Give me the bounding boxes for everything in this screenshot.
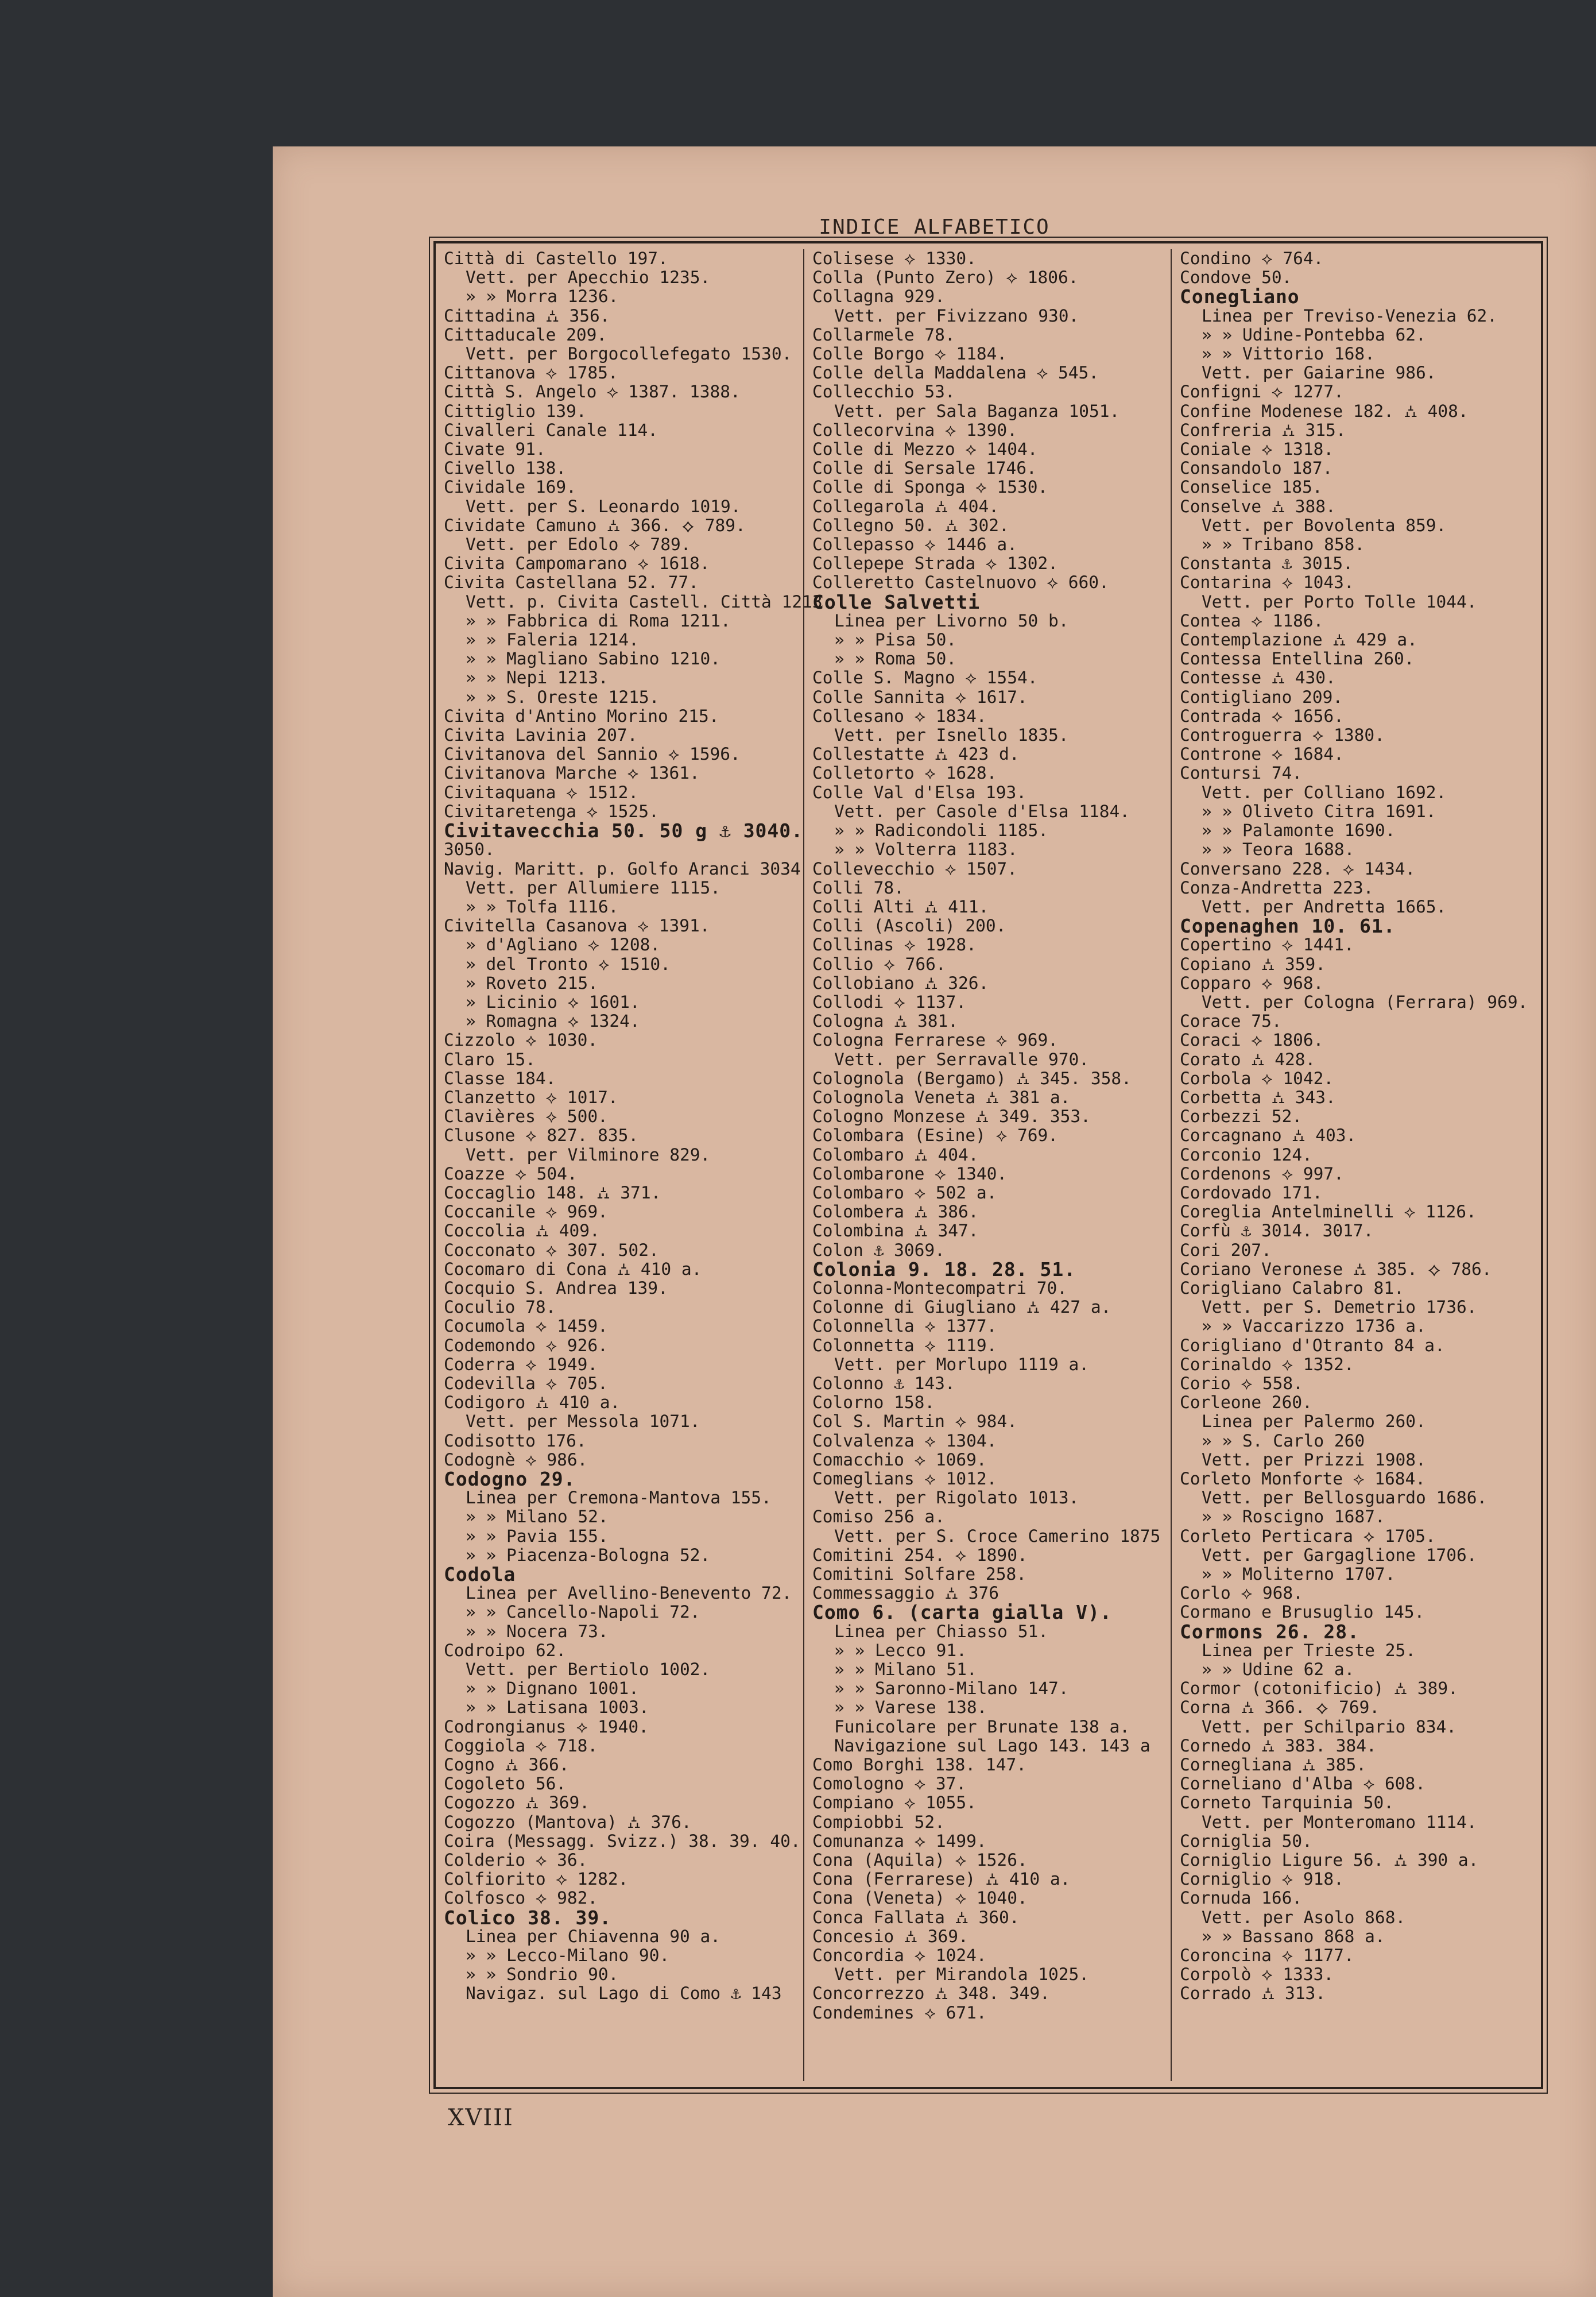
page-number: XVIII <box>448 2105 514 2131</box>
index-entry: Civitanova Marche ⟡ 1361. <box>444 763 700 783</box>
index-entry: Civita Castellana 52. 77. <box>444 573 699 593</box>
index-entry: Linea per Cremona-Mantova 155. <box>466 1488 772 1508</box>
index-entry: Corniglio ⟡ 918. <box>1180 1869 1344 1889</box>
index-entry: Coniale ⟡ 1318. <box>1180 439 1334 459</box>
index-entry: » » Nepi 1213. <box>466 668 609 688</box>
index-entry: Vett. per Monteromano 1114. <box>1202 1812 1477 1832</box>
index-entry: Civalleri Canale 114. <box>444 420 658 440</box>
index-entry: Colli 78. <box>812 877 904 898</box>
index-heading: Copenaghen 10. 61. <box>1180 915 1396 938</box>
index-entry: Colli (Ascoli) 200. <box>812 916 1006 936</box>
index-entry: » » Volterra 1183. <box>834 840 1018 860</box>
index-entry: Corneliano d'Alba ⟡ 608. <box>1180 1774 1425 1794</box>
index-entry: Civita Campomarano ⟡ 1618. <box>444 554 710 574</box>
index-entry: Colonne di Giugliano ⛼ 427 a. <box>812 1297 1111 1317</box>
index-entry: Condemines ⟡ 671. <box>812 2002 987 2023</box>
index-entry: Colombina ⛼ 347. <box>812 1221 979 1241</box>
index-entry: » Roveto 215. <box>466 973 598 993</box>
index-entry: » » Tribano 858. <box>1202 535 1365 555</box>
index-entry: Comunanza ⟡ 1499. <box>812 1831 987 1851</box>
index-entry: Cittiglio 139. <box>444 401 587 421</box>
index-entry: Vett. per Colliano 1692. <box>1202 782 1447 802</box>
index-entry: Colon ⚓ 3069. <box>812 1240 945 1260</box>
index-entry: Contessa Entellina 260. <box>1180 649 1415 669</box>
index-entry: Colla (Punto Zero) ⟡ 1806. <box>812 268 1079 288</box>
index-entry: Cona (Ferrarese) ⛼ 410 a. <box>812 1869 1071 1889</box>
index-entry: Collesano ⟡ 1834. <box>812 706 987 726</box>
index-entry: Coccanile ⟡ 969. <box>444 1202 608 1222</box>
index-entry: Collio ⟡ 766. <box>812 954 946 974</box>
index-entry: Corneto Tarquinia 50. <box>1180 1793 1394 1813</box>
index-entry: Comacchio ⟡ 1069. <box>812 1449 987 1470</box>
index-entry: » » Milano 52. <box>466 1507 609 1527</box>
index-entry: Vett. per Mirandola 1025. <box>834 1965 1090 1985</box>
index-entry: Corna ⛼ 366. ⟡ 769. <box>1180 1697 1380 1718</box>
index-entry: Vett. per Asolo 868. <box>1202 1907 1406 1927</box>
index-entry: Colle S. Magno ⟡ 1554. <box>812 668 1038 688</box>
index-entry: Colognola (Bergamo) ⛼ 345. 358. <box>812 1068 1132 1088</box>
index-entry: Clavières ⟡ 500. <box>444 1107 608 1127</box>
index-entry: » » Dignano 1001. <box>466 1679 639 1699</box>
index-entry: Codevilla ⟡ 705. <box>444 1373 608 1393</box>
index-entry: Colonno ⚓ 143. <box>812 1373 955 1393</box>
index-entry: Civita Lavinia 207. <box>444 725 638 745</box>
index-entry: Concesio ⛼ 369. <box>812 1926 969 1946</box>
index-entry: Cocomaro di Cona ⛼ 410 a. <box>444 1259 702 1279</box>
index-entry: Vett. p. Civita Castell. Città 1213. <box>466 591 833 612</box>
index-entry: Constanta ⚓ 3015. <box>1180 554 1353 574</box>
index-entry: » » Saronno-Milano 147. <box>834 1679 1069 1699</box>
index-entry: Clusone ⟡ 827. 835. <box>444 1126 639 1146</box>
index-entry: » d'Agliano ⟡ 1208. <box>466 935 661 955</box>
index-entry: Col S. Martin ⟡ 984. <box>812 1412 1017 1432</box>
index-heading: Conegliano <box>1180 285 1300 308</box>
index-entry: Città S. Angelo ⟡ 1387. 1388. <box>444 382 741 402</box>
index-entry: Vett. per S. Croce Camerino 1875 <box>834 1526 1161 1546</box>
index-entry: » » Radicondoli 1185. <box>834 821 1048 841</box>
index-entry: » » Piacenza-Bologna 52. <box>466 1545 711 1565</box>
index-entry: Cittanova ⟡ 1785. <box>444 363 618 383</box>
index-entry: Navigazione sul Lago 143. 143 a <box>834 1735 1150 1755</box>
index-entry: Colombera ⛼ 386. <box>812 1202 979 1222</box>
index-entry: Contesse ⛼ 430. <box>1180 668 1336 688</box>
index-entry: Vett. per Schilpario 834. <box>1202 1716 1457 1737</box>
index-entry: » » Oliveto Citra 1691. <box>1202 801 1436 821</box>
index-entry: Navigaz. sul Lago di Como ⚓ 143 <box>466 1983 782 2004</box>
index-entry: Codisotto 176. <box>444 1430 587 1451</box>
index-entry: » del Tronto ⟡ 1510. <box>466 954 671 974</box>
index-entry: » » Sondrio 90. <box>466 1965 619 1985</box>
index-entry: Civitella Casanova ⟡ 1391. <box>444 916 710 936</box>
index-entry: Conversano 228. ⟡ 1434. <box>1180 859 1416 879</box>
index-entry: » » Pavia 155. <box>466 1526 609 1546</box>
index-entry: Vett. per Edolo ⟡ 789. <box>466 535 691 555</box>
index-entry: Contarina ⟡ 1043. <box>1180 573 1354 593</box>
index-entry: Colle della Maddalena ⟡ 545. <box>812 363 1099 383</box>
index-entry: Commessaggio ⛼ 376 <box>812 1583 1000 1603</box>
index-entry: Collobiano ⛼ 326. <box>812 973 989 993</box>
index-entry: Corigliano Calabro 81. <box>1180 1278 1404 1298</box>
index-entry: Corinaldo ⟡ 1352. <box>1180 1354 1354 1374</box>
index-entry: Cocquio S. Andrea 139. <box>444 1278 668 1298</box>
index-entry: Cordenons ⟡ 997. <box>1180 1163 1344 1184</box>
index-entry: » » Roma 50. <box>834 649 957 669</box>
index-entry: Codigoro ⛼ 410 a. <box>444 1393 621 1413</box>
index-entry: Linea per Treviso-Venezia 62. <box>1202 306 1498 326</box>
index-column-3 <box>1171 249 1541 2081</box>
index-entry: Coira (Messagg. Svizz.) 38. 39. 40. <box>444 1831 801 1851</box>
index-entry: Corigliano d'Otranto 84 a. <box>1180 1335 1445 1355</box>
index-entry: » » Vittorio 168. <box>1202 344 1375 364</box>
index-entry: Copiano ⛼ 359. <box>1180 954 1326 974</box>
index-entry: Colli Alti ⛼ 411. <box>812 896 989 917</box>
index-entry: » » Cancello-Napoli 72. <box>466 1602 700 1622</box>
index-entry: Collodi ⟡ 1137. <box>812 992 967 1012</box>
index-entry: Coreglia Antelminelli ⟡ 1126. <box>1180 1202 1477 1222</box>
index-entry: Colombaro ⛼ 404. <box>812 1144 979 1165</box>
index-entry: Coculio 78. <box>444 1297 556 1317</box>
index-entry: Vett. per Apecchio 1235. <box>466 268 711 288</box>
index-entry: Civate 91. <box>444 439 546 459</box>
index-entry: Colorno 158. <box>812 1393 935 1413</box>
index-heading: Codogno 29. <box>444 1468 576 1490</box>
index-entry: Colonnetta ⟡ 1119. <box>812 1335 997 1355</box>
index-entry: » » Magliano Sabino 1210. <box>466 649 721 669</box>
index-entry: Vett. per Rigolato 1013. <box>834 1488 1079 1508</box>
index-entry: Collepepe Strada ⟡ 1302. <box>812 554 1058 574</box>
index-entry: Corbola ⟡ 1042. <box>1180 1068 1334 1088</box>
index-frame <box>433 241 1543 2089</box>
index-entry: » » Roscigno 1687. <box>1202 1507 1385 1527</box>
index-entry: Cogno ⛼ 366. <box>444 1755 570 1775</box>
index-heading: Colico 38. 39. <box>444 1906 612 1929</box>
index-entry: » » Udine 62 a. <box>1202 1660 1355 1680</box>
index-entry: Vett. per Casole d'Elsa 1184. <box>834 801 1130 821</box>
index-entry: Collecorvina ⟡ 1390. <box>812 420 1017 440</box>
index-entry: Cocumola ⟡ 1459. <box>444 1316 608 1336</box>
index-entry: Controne ⟡ 1684. <box>1180 744 1344 764</box>
index-entry: » » Udine-Pontebba 62. <box>1202 324 1426 345</box>
index-entry: Colonna-Montecompatri 70. <box>812 1278 1068 1298</box>
index-entry: Corio ⟡ 558. <box>1180 1373 1303 1393</box>
index-entry: Coccaglio 148. ⛼ 371. <box>444 1182 661 1202</box>
index-entry: » » Lecco-Milano 90. <box>466 1946 670 1966</box>
index-entry: Navig. Maritt. p. Golfo Aranci 3034 <box>444 859 801 879</box>
index-entry: Corbetta ⛼ 343. <box>1180 1087 1336 1107</box>
index-entry: Classe 184. <box>444 1068 556 1088</box>
index-entry: Contemplazione ⛼ 429 a. <box>1180 630 1417 650</box>
index-entry: Colle Val d'Elsa 193. <box>812 782 1026 802</box>
index-entry: Vett. per Bertiolo 1002. <box>466 1660 711 1680</box>
index-entry: Linea per Trieste 25. <box>1202 1640 1416 1660</box>
index-entry: Corconio 124. <box>1180 1144 1312 1165</box>
index-entry: Comitini Solfare 258. <box>812 1564 1026 1584</box>
index-entry: Cividate Camuno ⛼ 366. ⟡ 789. <box>444 515 746 535</box>
index-entry: Corleone 260. <box>1180 1393 1312 1413</box>
index-entry: Clanzetto ⟡ 1017. <box>444 1087 618 1107</box>
index-entry: 3050. <box>444 840 495 860</box>
index-entry: Codognè ⟡ 986. <box>444 1449 588 1470</box>
index-entry: Corlo ⟡ 968. <box>1180 1583 1303 1603</box>
index-entry: Corbezzi 52. <box>1180 1107 1303 1127</box>
index-entry: Cogozzo (Mantova) ⛼ 376. <box>444 1812 692 1832</box>
index-entry: Coriano Veronese ⛼ 385. ⟡ 786. <box>1180 1259 1492 1279</box>
index-entry: » » Morra 1236. <box>466 287 619 307</box>
index-entry: Cornuda 166. <box>1180 1888 1303 1908</box>
index-entry: Codrongianus ⟡ 1940. <box>444 1716 649 1737</box>
index-entry: Coroncina ⟡ 1177. <box>1180 1946 1354 1966</box>
index-entry: Colisese ⟡ 1330. <box>812 249 977 268</box>
index-entry: Civita d'Antino Morino 215. <box>444 706 719 726</box>
index-entry: Collinas ⟡ 1928. <box>812 935 977 955</box>
index-entry: Colombaro ⟡ 502 a. <box>812 1182 997 1202</box>
index-entry: Condove 50. <box>1180 268 1292 288</box>
index-entry: Comologno ⟡ 37. <box>812 1774 967 1794</box>
index-entry: Vett. per Messola 1071. <box>466 1412 700 1432</box>
index-heading: Como 6. (carta gialla V). <box>812 1601 1112 1624</box>
index-entry: » » Vaccarizzo 1736 a. <box>1202 1316 1426 1336</box>
index-entry: Vett. per Serravalle 970. <box>834 1049 1090 1069</box>
index-entry: Conselice 185. <box>1180 477 1323 497</box>
index-entry: Colderio ⟡ 36. <box>444 1850 588 1870</box>
index-entry: Claro 15. <box>444 1049 536 1069</box>
index-entry: Coderra ⟡ 1949. <box>444 1354 598 1374</box>
index-entry: » » Tolfa 1116. <box>466 896 619 917</box>
index-entry: Colfiorito ⟡ 1282. <box>444 1869 629 1889</box>
index-entry: Collestatte ⛼ 423 d. <box>812 744 1020 764</box>
index-entry: Cologno Monzese ⛼ 349. 353. <box>812 1107 1091 1127</box>
index-entry: Vett. per Bovolenta 859. <box>1202 515 1447 535</box>
index-entry: Collarmele 78. <box>812 324 955 345</box>
index-entry: » » Faleria 1214. <box>466 630 639 650</box>
index-entry: Linea per Palermo 260. <box>1202 1412 1426 1432</box>
index-entry: Contea ⟡ 1186. <box>1180 610 1324 631</box>
index-entry: Confine Modenese 182. ⛼ 408. <box>1180 401 1469 421</box>
index-entry: Colleretto Castelnuovo ⟡ 660. <box>812 573 1109 593</box>
index-entry: Contrada ⟡ 1656. <box>1180 706 1344 726</box>
index-entry: Collecchio 53. <box>812 382 955 402</box>
index-entry: Conselve ⛼ 388. <box>1180 496 1336 516</box>
index-entry: » » Moliterno 1707. <box>1202 1564 1396 1584</box>
index-entry: Colletorto ⟡ 1628. <box>812 763 997 783</box>
index-entry: Vett. per Bellosguardo 1686. <box>1202 1488 1487 1508</box>
index-entry: Vett. per Gargaglione 1706. <box>1202 1545 1477 1565</box>
index-entry: Corniglio Ligure 56. ⛼ 390 a. <box>1180 1850 1479 1870</box>
index-entry: Coazze ⟡ 504. <box>444 1163 578 1184</box>
index-entry: Conza-Andretta 223. <box>1180 877 1374 898</box>
index-entry: Compiobbi 52. <box>812 1812 945 1832</box>
index-entry: Colombara (Esine) ⟡ 769. <box>812 1126 1058 1146</box>
index-entry: Vett. per Isnello 1835. <box>834 725 1069 745</box>
index-entry: » » Varese 138. <box>834 1697 987 1718</box>
index-entry: Corato ⛼ 428. <box>1180 1049 1316 1069</box>
index-entry: Coggiola ⟡ 718. <box>444 1735 598 1755</box>
index-entry: Comeglians ⟡ 1012. <box>812 1469 997 1488</box>
index-entry: Vett. per Gaiarine 986. <box>1202 363 1436 383</box>
index-entry: » » Lecco 91. <box>834 1640 967 1660</box>
index-entry: Colle di Mezzo ⟡ 1404. <box>812 439 1038 459</box>
index-entry: Vett. per S. Leonardo 1019. <box>466 496 741 516</box>
index-entry: Vett. per Morlupo 1119 a. <box>834 1354 1090 1374</box>
index-entry: Vett. per Prizzi 1908. <box>1202 1449 1426 1470</box>
index-entry: Collegno 50. ⛼ 302. <box>812 515 1009 535</box>
index-entry: Colle Sannita ⟡ 1617. <box>812 687 1028 707</box>
index-entry: » » S. Carlo 260 <box>1202 1430 1365 1451</box>
index-entry: » » Pisa 50. <box>834 630 957 650</box>
index-entry: Cittadina ⛼ 356. <box>444 306 610 326</box>
index-entry: Vett. per Cologna (Ferrara) 969. <box>1202 992 1528 1012</box>
index-entry: Confreria ⛼ 315. <box>1180 420 1346 440</box>
index-entry: Codemondo ⟡ 926. <box>444 1335 608 1355</box>
index-entry: Colognola Veneta ⛼ 381 a. <box>812 1087 1071 1107</box>
index-entry: Como Borghi 138. 147. <box>812 1755 1026 1775</box>
index-entry: Corcagnano ⛼ 403. <box>1180 1126 1357 1146</box>
index-entry: Colle di Sponga ⟡ 1530. <box>812 477 1048 497</box>
index-entry: Cona (Veneta) ⟡ 1040. <box>812 1888 1028 1908</box>
index-entry: Funicolare per Brunate 138 a. <box>834 1716 1130 1737</box>
index-entry: Conca Fallata ⛼ 360. <box>812 1907 1020 1927</box>
index-entry: » » Latisana 1003. <box>466 1697 649 1718</box>
index-entry: Vett. per Porto Tolle 1044. <box>1202 591 1477 612</box>
index-entry: Contursi 74. <box>1180 763 1303 783</box>
index-entry: » » Nocera 73. <box>466 1621 609 1641</box>
index-heading: Colle Salvetti <box>812 590 981 613</box>
index-entry: Cordovado 171. <box>1180 1182 1323 1202</box>
index-entry: Cividale 169. <box>444 477 576 497</box>
index-entry: Colfosco ⟡ 982. <box>444 1888 598 1908</box>
index-entry: » » S. Oreste 1215. <box>466 687 660 707</box>
index-entry: Codroipo 62. <box>444 1640 567 1660</box>
index-entry: » » Palamonte 1690. <box>1202 821 1396 841</box>
index-entry: Collevecchio ⟡ 1507. <box>812 859 1017 879</box>
index-entry: Civitanova del Sannio ⟡ 1596. <box>444 744 741 764</box>
index-entry: » » Teora 1688. <box>1202 840 1355 860</box>
index-entry: Vett. per Borgocollefegato 1530. <box>466 344 792 364</box>
index-entry: Contigliano 209. <box>1180 687 1343 707</box>
index-entry: Condino ⟡ 764. <box>1180 249 1324 268</box>
index-entry: Cogozzo ⛼ 369. <box>444 1793 590 1813</box>
page-header: INDICE ALFABETICO <box>819 215 1050 239</box>
index-entry: » » Milano 51. <box>834 1660 977 1680</box>
index-entry: Corleto Monforte ⟡ 1684. <box>1180 1469 1425 1488</box>
index-entry: Collagna 929. <box>812 287 945 307</box>
index-entry: Corrado ⛼ 313. <box>1180 1983 1326 2004</box>
index-entry: Vett. per Allumiere 1115. <box>466 877 721 898</box>
book-page <box>273 146 1596 2297</box>
index-entry: Cologna ⛼ 381. <box>812 1011 959 1031</box>
index-entry: Cona (Aquila) ⟡ 1526. <box>812 1850 1028 1870</box>
index-entry: Corpolò ⟡ 1333. <box>1180 1965 1334 1985</box>
index-entry: Cittaducale 209. <box>444 324 607 345</box>
index-entry: Cogoleto 56. <box>444 1774 567 1794</box>
index-entry: » » Fabbrica di Roma 1211. <box>466 610 731 631</box>
index-entry: Cornedo ⛼ 383. 384. <box>1180 1735 1377 1755</box>
index-entry: Comitini 254. ⟡ 1890. <box>812 1545 1028 1565</box>
index-entry: Cocconato ⟡ 307. 502. <box>444 1240 659 1260</box>
index-entry: Vett. per Fivizzano 930. <box>834 306 1079 326</box>
index-entry: Colonnella ⟡ 1377. <box>812 1316 997 1336</box>
index-entry: Collepasso ⟡ 1446 a. <box>812 535 1017 555</box>
index-entry: Colle di Sersale 1746. <box>812 458 1037 478</box>
index-entry: Linea per Chiasso 51. <box>834 1621 1048 1641</box>
index-entry: Cornegliana ⛼ 385. <box>1180 1755 1367 1775</box>
index-entry: Civello 138. <box>444 458 567 478</box>
index-entry: Concordia ⟡ 1024. <box>812 1946 987 1966</box>
index-entry: Cizzolo ⟡ 1030. <box>444 1030 598 1050</box>
index-column-1 <box>436 249 833 2081</box>
index-entry: Collegarola ⛼ 404. <box>812 496 1000 516</box>
index-entry: Corace 75. <box>1180 1011 1282 1031</box>
index-entry: Civitaquana ⟡ 1512. <box>444 782 639 802</box>
index-entry: Corniglia 50. <box>1180 1831 1312 1851</box>
index-entry: Configni ⟡ 1277. <box>1180 382 1344 402</box>
index-entry: Linea per Chiavenna 90 a. <box>466 1926 721 1946</box>
index-entry: Cori 207. <box>1180 1240 1272 1260</box>
index-entry: Coccolia ⛼ 409. <box>444 1221 600 1241</box>
index-entry: Copertino ⟡ 1441. <box>1180 935 1354 955</box>
index-column-2 <box>803 249 1171 2081</box>
index-entry: Cormor (cotonificio) ⛼ 389. <box>1180 1679 1458 1699</box>
index-entry: Copparo ⟡ 968. <box>1180 973 1324 993</box>
index-entry: Corleto Perticara ⟡ 1705. <box>1180 1526 1436 1546</box>
index-heading: Codola <box>444 1563 516 1586</box>
index-heading: Cormons 26. 28. <box>1180 1620 1360 1643</box>
index-entry: Città di Castello 197. <box>444 249 668 268</box>
index-entry: Colle Borgo ⟡ 1184. <box>812 344 1008 364</box>
index-entry: Vett. per Sala Baganza 1051. <box>834 401 1120 421</box>
index-entry: » Romagna ⟡ 1324. <box>466 1011 640 1031</box>
index-entry: Controguerra ⟡ 1380. <box>1180 725 1385 745</box>
index-heading: Civitavecchia 50. 50 g ⚓ 3040. <box>444 819 804 842</box>
index-entry: Concorrezzo ⛼ 348. 349. <box>812 1983 1050 2004</box>
index-entry: Corfù ⚓ 3014. 3017. <box>1180 1221 1374 1241</box>
index-entry: Colombarone ⟡ 1340. <box>812 1163 1008 1184</box>
index-entry: Cormano e Brusuglio 145. <box>1180 1602 1425 1622</box>
index-entry: » Licinio ⟡ 1601. <box>466 992 640 1012</box>
index-entry: » » Bassano 868 a. <box>1202 1926 1385 1946</box>
index-entry: Compiano ⟡ 1055. <box>812 1793 977 1813</box>
index-entry: Colvalenza ⟡ 1304. <box>812 1430 997 1451</box>
index-entry: Linea per Avellino-Benevento 72. <box>466 1583 792 1603</box>
index-entry: Vett. per Vilminore 829. <box>466 1144 711 1165</box>
index-entry: Comiso 256 a. <box>812 1507 945 1527</box>
index-entry: Coraci ⟡ 1806. <box>1180 1030 1324 1050</box>
index-entry: Vett. per Andretta 1665. <box>1202 896 1447 917</box>
index-heading: Colonia 9. 18. 28. 51. <box>812 1258 1076 1281</box>
index-entry: Cologna Ferrarese ⟡ 969. <box>812 1030 1058 1050</box>
index-entry: Vett. per S. Demetrio 1736. <box>1202 1297 1477 1317</box>
index-entry: Civitaretenga ⟡ 1525. <box>444 801 659 821</box>
index-entry: Consandolo 187. <box>1180 458 1333 478</box>
index-entry: Linea per Livorno 50 b. <box>834 610 1069 631</box>
